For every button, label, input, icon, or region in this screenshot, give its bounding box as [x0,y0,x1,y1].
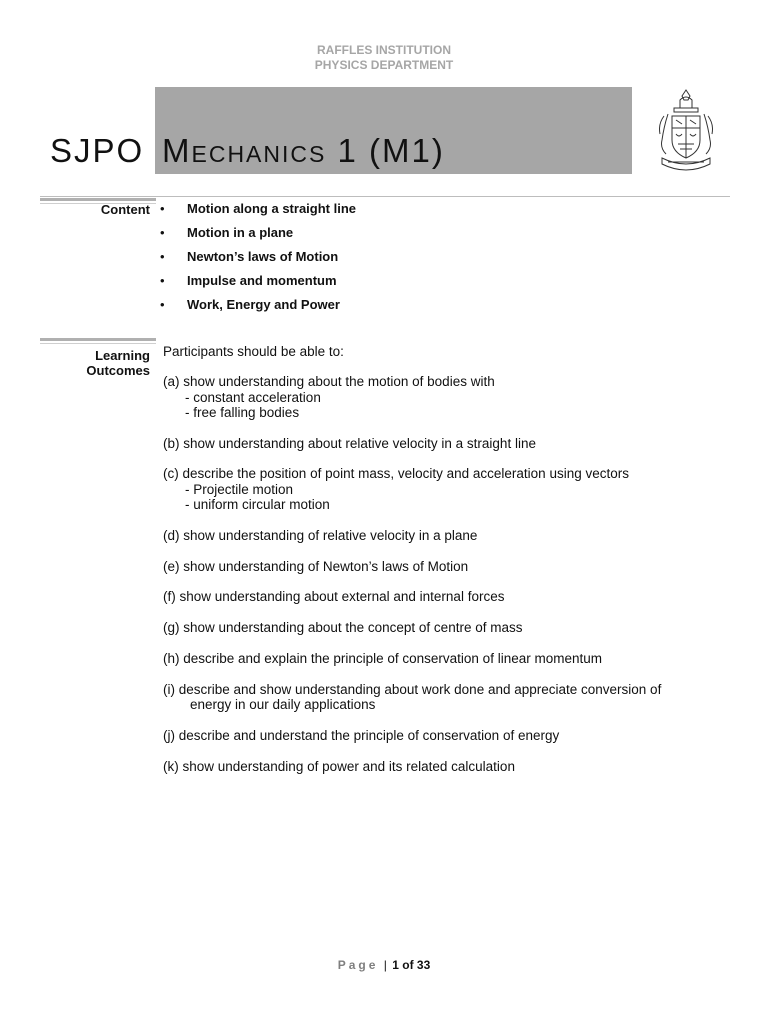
list-item: (a) show understanding about the motion of bodies with - constant acceleration - free falling bodies [163,374,495,420]
department-name: PHYSICS DEPARTMENT [314,58,454,72]
bullet-icon: • [160,273,165,288]
page-footer [0,958,768,972]
bullet-icon: • [160,225,165,240]
page-title: Mechanics 1 (M1) [162,132,445,169]
page-word: Page [337,958,379,972]
bullet-icon: • [160,249,165,264]
page-separator: | [383,958,387,972]
outcomes-list [163,344,721,790]
header-divider [40,196,730,197]
title-prefix: SJPO [50,132,145,169]
outcomes-intro: Participants should be able to: [163,344,344,359]
list-item: (f) show understanding about external and internal forces [163,589,505,605]
list-item: (e) show understanding of Newton’s laws of Motion [163,558,469,574]
page-number: 1 of 33 [392,958,431,972]
list-item: (j) describe and understand the principle of conservation of energy [163,727,560,743]
list-item: (d) show understanding of relative velocity in a plane [163,527,478,543]
list-item: (i) describe and show understanding about work done and appreciate conversion of energy in our daily applications [163,681,662,713]
bullet-icon: • [160,201,165,216]
list-item: (c) describe the position of point mass, velocity and acceleration using vectors - Projectile motion - uniform circular motion [163,466,629,513]
outcomes-section-bar [40,338,156,344]
school-crest-icon [654,86,718,178]
page-header [0,43,768,73]
list-item: (b) show understanding about relative velocity in a straight line [163,435,536,451]
institution-name: RAFFLES INSTITUTION [317,43,451,57]
outcomes-label: Learning Outcomes [86,348,150,378]
list-item: (h) describe and explain the principle of conservation of linear momentum [163,651,602,667]
list-item: (k) show understanding of power and its related calculation [163,758,515,774]
bullet-icon: • [160,297,165,312]
content-label: Content [100,202,150,217]
list-item: (g) show understanding about the concept of centre of mass [163,620,523,636]
